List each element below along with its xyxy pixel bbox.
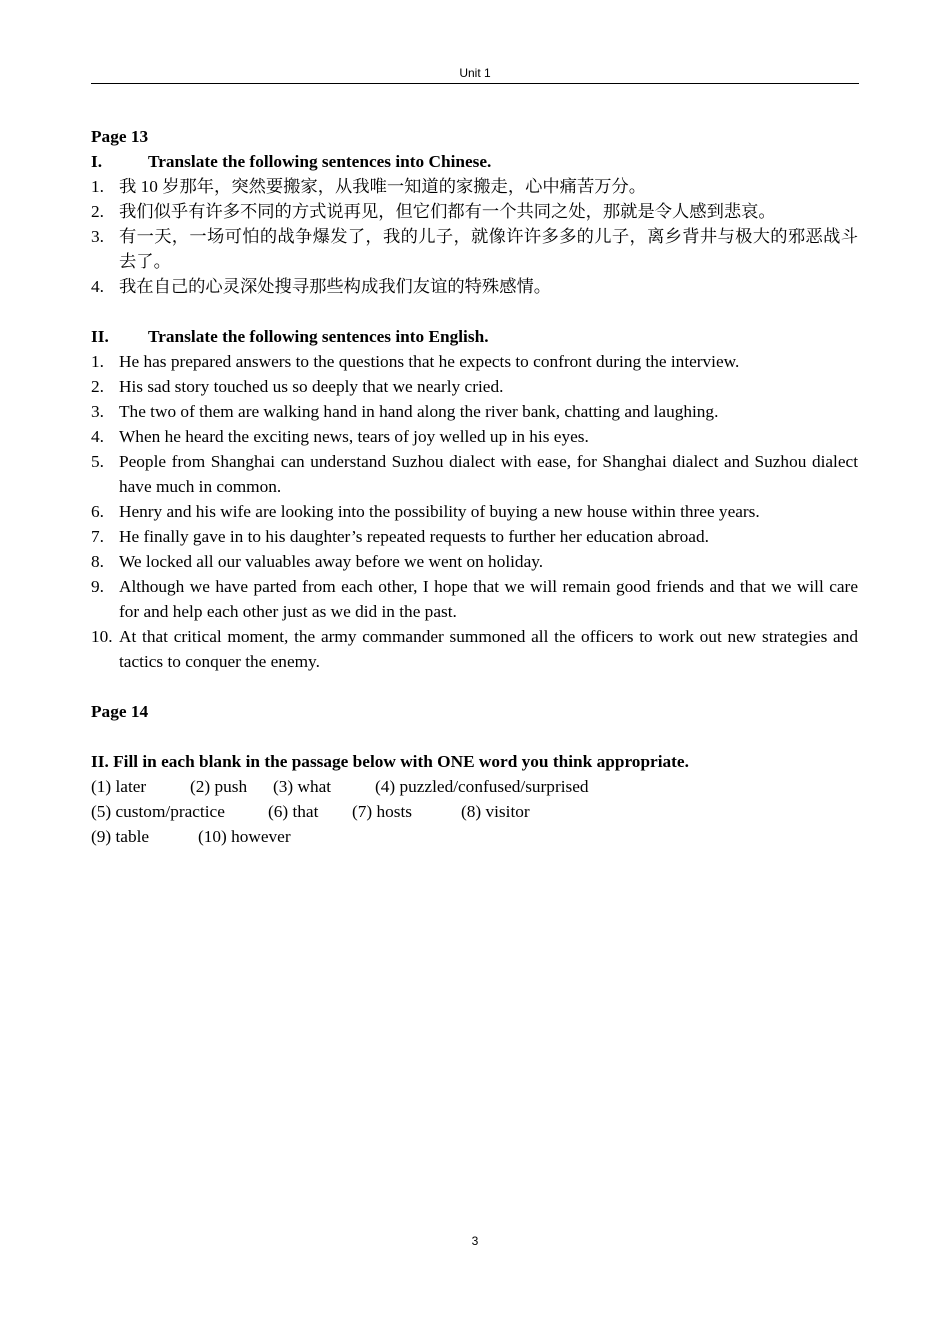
item-text: Although we have parted from each other, I hope that we will remain good friends and that we will care for and help each other just as we did in the past. <box>119 577 858 621</box>
item-text: The two of them are walking hand in hand along the river bank, chatting and laughing. <box>119 402 719 421</box>
answer-item: (5) custom/practice <box>91 802 225 821</box>
page-number: 3 <box>471 1234 479 1248</box>
item-number: 1. <box>91 352 104 371</box>
item-number: 7. <box>91 527 104 546</box>
list-item <box>91 199 858 224</box>
list-item <box>91 274 858 299</box>
item-text: When he heard the exciting news, tears of joy welled up in his eyes. <box>119 427 589 446</box>
item-number: 3. <box>91 227 104 246</box>
item-number: 6. <box>91 502 104 521</box>
item-text: 有一天，一场可怕的战争爆发了，我的儿子，就像许许多多的儿子，离乡背井与极大的邪恶战斗去了。 <box>119 227 858 271</box>
list-item <box>91 574 858 624</box>
answer-row <box>91 774 858 799</box>
item-text: We locked all our valuables away before we went on holiday. <box>119 552 544 571</box>
page-header: Unit 1 <box>459 66 491 80</box>
item-number: 9. <box>91 577 104 596</box>
item-number: 2. <box>91 202 104 221</box>
item-text: Henry and his wife are looking into the possibility of buying a new house within three years. <box>119 502 760 521</box>
item-text: He finally gave in to his daughter’s repeated requests to further her education abroad. <box>119 527 709 546</box>
item-text: 我 10 岁那年，突然要搬家，从我唯一知道的家搬走，心中痛苦万分。 <box>119 177 647 196</box>
header-divider <box>91 83 859 84</box>
item-number: 2. <box>91 377 104 396</box>
english-translation-list <box>91 349 858 674</box>
item-number: 1. <box>91 177 104 196</box>
item-text: At that critical moment, the army commander summoned all the officers to work out new strategies and tactics to conquer the enemy. <box>119 627 858 671</box>
document-body <box>91 124 858 849</box>
list-item <box>91 174 858 199</box>
list-item <box>91 549 858 574</box>
answer-item: (8) visitor <box>461 802 530 821</box>
answer-item: (9) table <box>91 827 150 846</box>
item-number: 3. <box>91 402 104 421</box>
section-1-number: I. <box>91 152 103 171</box>
list-item <box>91 449 858 499</box>
answer-item: (7) hosts <box>352 802 413 821</box>
chinese-translation-list <box>91 174 858 299</box>
list-item <box>91 374 858 399</box>
item-number: 10. <box>91 627 113 646</box>
list-item <box>91 399 858 424</box>
page-13-label: Page 13 <box>91 127 149 146</box>
item-text: 我们似乎有许多不同的方式说再见，但它们都有一个共同之处，那就是令人感到悲哀。 <box>119 202 776 221</box>
section-1-heading <box>91 149 858 174</box>
list-item <box>91 624 858 674</box>
answer-row <box>91 799 858 824</box>
answer-row <box>91 824 858 849</box>
list-item <box>91 524 858 549</box>
section-2-number: II. <box>91 327 109 346</box>
section-2-heading <box>91 324 858 349</box>
fill-blank-heading: II. Fill in each blank in the passage below with ONE word you think appropriate. <box>91 752 689 771</box>
item-text: 我在自己的心灵深处搜寻那些构成我们友谊的特殊感情。 <box>119 277 552 296</box>
list-item <box>91 499 858 524</box>
item-number: 8. <box>91 552 104 571</box>
answer-item: (3) what <box>273 777 332 796</box>
item-text: His sad story touched us so deeply that we nearly cried. <box>119 377 504 396</box>
item-text: People from Shanghai can understand Suzhou dialect with ease, for Shanghai dialect and Suzhou dialect have much in common. <box>119 452 858 496</box>
section-2-title: Translate the following sentences into English. <box>148 327 489 346</box>
answer-item: (1) later <box>91 777 147 796</box>
answer-item: (2) push <box>190 777 248 796</box>
answer-item: (6) that <box>268 802 319 821</box>
list-item <box>91 349 858 374</box>
answer-item: (4) puzzled/confused/surprised <box>375 777 589 796</box>
answer-item: (10) however <box>198 827 291 846</box>
page-14-label: Page 14 <box>91 702 149 721</box>
list-item <box>91 224 858 274</box>
item-number: 4. <box>91 427 104 446</box>
item-text: He has prepared answers to the questions that he expects to confront during the interview. <box>119 352 740 371</box>
section-1-title: Translate the following sentences into Chinese. <box>148 152 492 171</box>
item-number: 4. <box>91 277 104 296</box>
list-item <box>91 424 858 449</box>
item-number: 5. <box>91 452 104 471</box>
